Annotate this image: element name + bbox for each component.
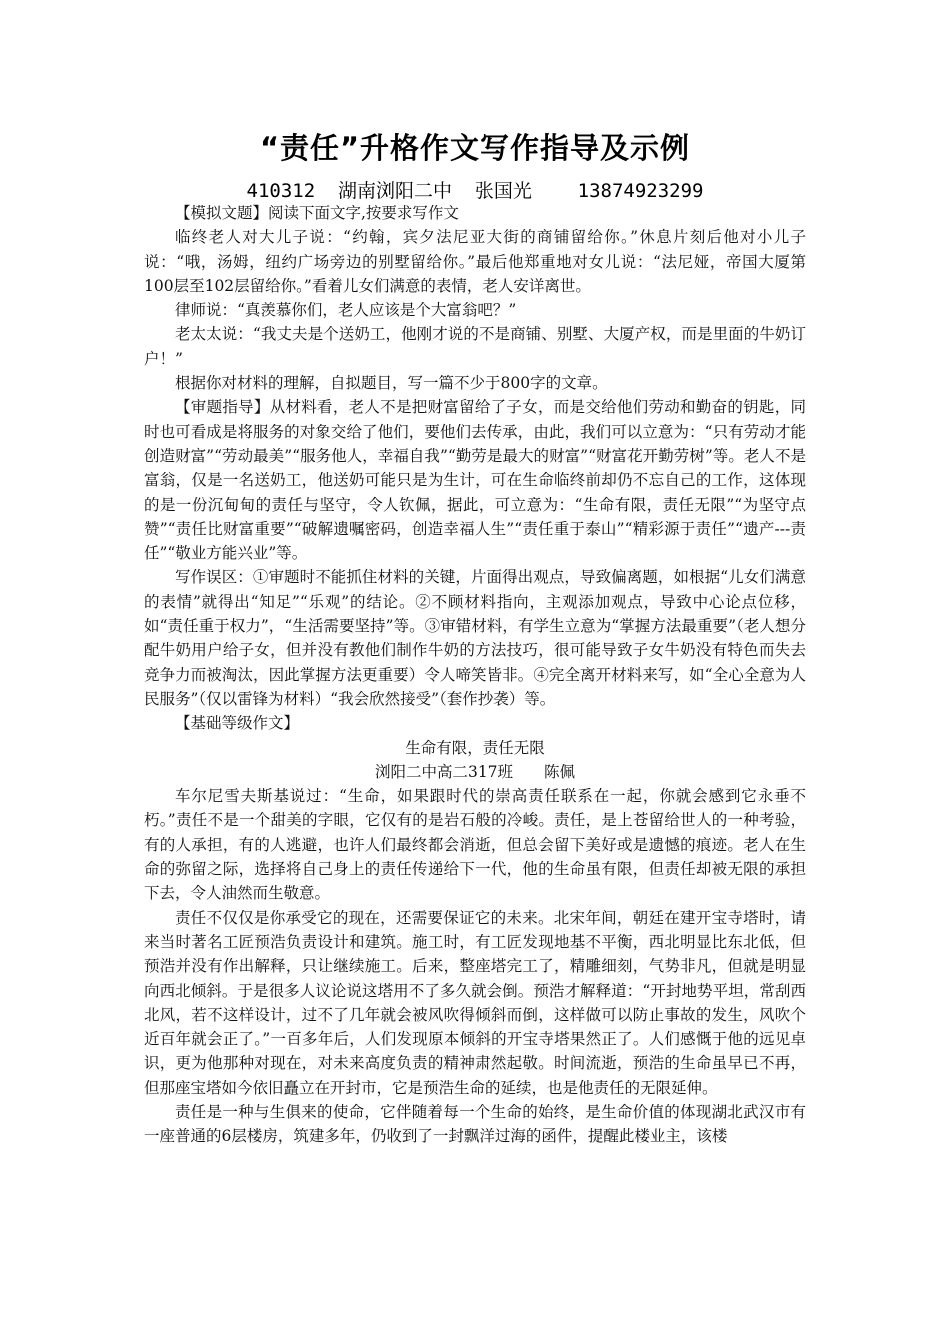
essay-author: 浏阳二中高二317班 陈佩	[374, 762, 576, 781]
material-paragraph-2: 律师说：“真羡慕你们，老人应该是个大富翁吧？”	[175, 301, 517, 320]
essay-title: 生命有限，责任无限	[405, 738, 545, 757]
document-title: “责任”升格作文写作指导及示例	[259, 131, 691, 165]
material-paragraph-1: 临终老人对大儿子说：“约翰，宾夕法尼亚大街的商铺留给你。”休息片刻后他对小儿子说：“哦，汤姆，纽约广场旁边的别墅留给你。”最后他郑重地对女儿说：“法尼娅，帝国大厦第100层至102层留给你。”看着儿女们满意的表情，老人安详离世。	[144, 228, 806, 295]
author-byline: 410312 湖南浏阳二中 张国光 13874923299	[246, 180, 704, 202]
essay-paragraph-1: 车尔尼雪夫斯基说过：“生命，如果跟时代的崇高责任联系在一起，你就会感到它永垂不朽。”责任不是一个甜美的字眼，它仅有的是岩石般的冷峻。责任，是上苍留给世人的一种考验，有的人承担，有的人逃避，也许人们最终都会消逝，但总会留下美好或是遗憾的痕迹。老人在生命的弥留之际，选择将自己身上的责任传递给下一代，他的生命虽有限，但责任却被无限的承担下去，令人油然而生敬意。	[144, 787, 806, 903]
essay-paragraph-3: 责任是一种与生俱来的使命，它伴随着每一个生命的始终，是生命价值的体现湖北武汉市有一座普通的6层楼房，筑建多年，仍收到了一封飘洋过海的函件，提醒此楼业主，该楼	[144, 1102, 806, 1146]
prompt-header: 【模拟文题】阅读下面文字,按要求写作文	[175, 204, 459, 222]
essay-paragraph-2: 责任不仅仅是你承受它的现在，还需要保证它的未来。北宋年间，朝廷在建开宝寺塔时，请来当时著名工匠预浩负责设计和建筑。施工时，有工匠发现地基不平衡，西北明显比东北低，但预浩并没有作出解释，只让继续施工。后来，整座塔完工了，精雕细刻，气势非凡，但就是明显向西北倾斜。于是很多人议论说这塔用不了多久就会倒。预浩才解释道：“开封地势平坦，常刮西北风，若不这样设计，过不了几年就会被风吹得倾斜而倒，这样做可以防止事故的发生，风吹个近百年就会正了。”一百多年后，人们发现原本倾斜的开宝寺塔果然正了。人们感慨于他的远见卓识，更为他那种对现在，对未来高度负责的精神肃然起敬。时间流逝，预浩的生命虽早已不再，但那座宝塔如今依旧矗立在开封市，它是预浩生命的延续，也是他责任的无限延伸。	[144, 908, 806, 1097]
material-paragraph-3: 老太太说：“我丈夫是个送奶工，他刚才说的不是商铺、别墅、大厦产权，而是里面的牛奶订户！”	[144, 325, 806, 368]
document-body	[144, 201, 806, 1149]
guidance-paragraph: 【审题指导】从材料看，老人不是把财富留给了子女，而是交给他们劳动和勤奋的钥匙，同时也可看成是将服务的对象交给了他们，要他们去传承，由此，我们可以立意为：“只有劳动才能创造财富”“劳动最美”“服务他人，幸福自我”“勤劳是最大的财富”“财富花开勤劳树”等。老人不是富翁，仅是一名送奶工，他送奶可能只是为生计，可在生命临终前却仍不忘自己的工作，这体现的是一份沉甸甸的责任与坚守，令人钦佩，据此，可立意为：“生命有限，责任无限”“为坚守点赞”“责任比财富重要”“破解遗嘱密码，创造幸福人生”“责任重于泰山”“精彩源于责任”“遗产---责任”“敬业方能兴业”等。	[144, 398, 806, 563]
essay-section-label: 【基础等级作文】	[175, 714, 300, 733]
mistakes-paragraph: 写作误区：①审题时不能抓住材料的关键，片面得出观点，导致偏离题，如根据“儿女们满意的表情”就得出“知足”“乐观”的结论。②不顾材料指向，主观添加观点，导致中心论点位移，如“责任重于权力”，“生活需要坚持”等。③审错材料，有学生立意为“掌握方法最重要”（老人想分配牛奶用户给子女，但并没有教他们制作牛奶的方法技巧，很可能导致子女牛奶没有特色而失去竞争力而被淘汰，因此掌握方法更重要）令人啼笑皆非。④完全离开材料来写，如“全心全意为人民服务”（仅以雷锋为材料）“我会欣然接受”（套作抄袭）等。	[144, 568, 806, 708]
writing-task: 根据你对材料的理解，自拟题目，写一篇不少于800字的文章。	[175, 374, 608, 393]
